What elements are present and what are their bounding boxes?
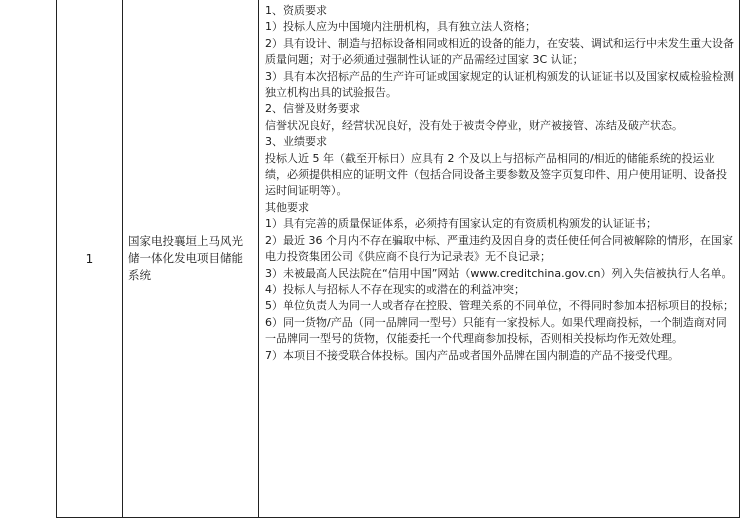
req-item: 2）最近 36 个月内不存在骗取中标、严重违约及因自身的责任使任何合同被解除的情形，在国家电力投资集团公司《供应商不良行为记录表》无不良记录； <box>265 233 733 264</box>
project-name-cell <box>123 0 257 517</box>
row-number-cell <box>57 0 122 517</box>
req-item: 5）单位负责人为同一人或者存在控股、管理关系的不同单位，不得同时参加本招标项目的投标； <box>265 299 734 313</box>
req-item: 1）具有完善的质量保证体系，必须持有国家认定的有资质机构颁发的认证证书； <box>265 217 657 231</box>
req-heading-performance: 3、业绩要求 <box>265 135 327 149</box>
req-item: 投标人近 5 年（截至开标日）应具有 2 个及以上与招标产品相同的/相近的储能系统的投运业绩，必须提供相应的证明文件（包括合同设备主要参数及签字页复印件、用户使用证明、设备投运时间证明等）。 <box>265 151 727 198</box>
req-heading-qualification: 1、资质要求 <box>265 4 327 17</box>
requirements-cell <box>259 0 739 517</box>
project-name: 国家电投襄垣上马风光储一体化发电项目储能系统 <box>128 234 243 282</box>
req-heading-other: 其他要求 <box>265 200 309 214</box>
req-item: 3）具有本次招标产品的生产许可证或国家规定的认证机构颁发的认证证书以及国家权威检验检测独立机构出具的试验报告。 <box>265 69 734 100</box>
row-number: 1 <box>85 251 94 266</box>
req-item: 信誉状况良好，经营状况良好，没有处于被责令停业，财产被接管、冻结及破产状态。 <box>265 118 683 132</box>
req-item: 6）同一货物/产品（同一品牌同一型号）只能有一家投标人。如果代理商投标，一个制造商对同一品牌同一型号的货物，仅能委托一个代理商参加投标，否则相关投标均作无效处理。 <box>265 315 727 346</box>
tender-table <box>56 0 740 518</box>
req-heading-credit: 2、信誉及财务要求 <box>265 102 360 116</box>
req-item: 7）本项目不接受联合体投标。国内产品或者国外品牌在国内制造的产品不接受代理。 <box>265 348 679 362</box>
req-item: 2）具有设计、制造与招标设备相同或相近的设备的能力，在安装、调试和运行中未发生重大设备质量问题；对于必须通过强制性认证的产品需经过国家 3C 认证； <box>265 36 734 67</box>
req-item: 4）投标人与招标人不存在现实的或潜在的利益冲突； <box>265 282 525 296</box>
req-item: 3）未被最高人民法院在“信用中国”网站（www.creditchina.gov.cn）列入失信被执行人名单。 <box>265 266 733 280</box>
req-item: 1）投标人应为中国境内注册机构，具有独立法人资格； <box>265 20 536 34</box>
